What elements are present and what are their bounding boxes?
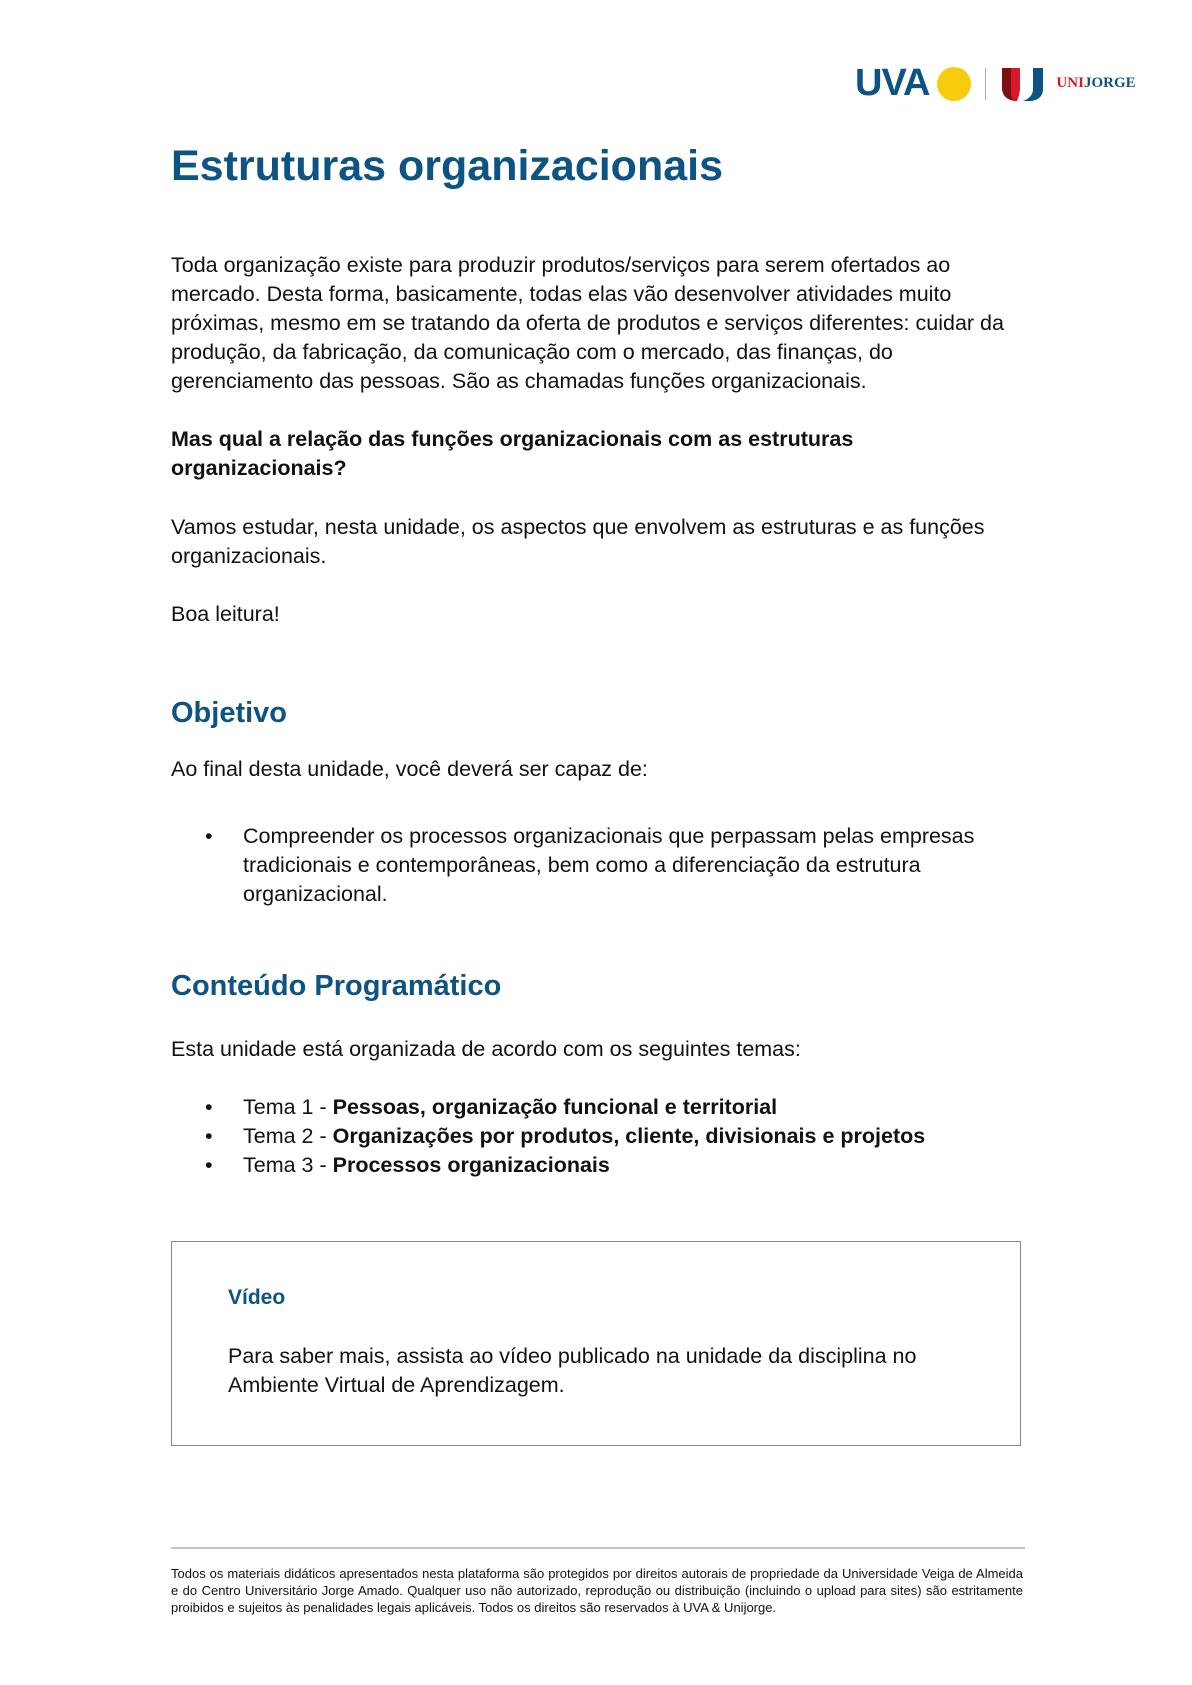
bullet-icon: •: [205, 824, 213, 848]
content-heading: Conteúdo Programático: [171, 970, 502, 1002]
logo-jorge: JORGE: [1083, 75, 1136, 91]
content-lead: Esta unidade está organizada de acordo com os seguintes temas:: [171, 1037, 801, 1061]
video-text: Para saber mais, assista ao vídeo publicado na unidade da disciplina no Ambiente Virtual de Aprendizagem.: [228, 1344, 917, 1397]
uva-logo-text: UVA: [855, 62, 930, 104]
page-title: Estruturas organizacionais: [171, 142, 723, 190]
theme-prefix: Tema 3 -: [243, 1153, 333, 1177]
bullet-icon: •: [205, 1153, 213, 1177]
bullet-icon: •: [205, 1124, 213, 1148]
intro-greeting: Boa leitura!: [171, 602, 280, 626]
objective-lead: Ao final desta unidade, você deverá ser capaz de:: [171, 757, 648, 781]
unijorge-logo-text: [1056, 75, 1135, 92]
theme-item: [171, 1093, 1021, 1122]
intro-study: Vamos estudar, nesta unidade, os aspectos que envolvem as estruturas e as funções organizacionais.: [171, 515, 985, 568]
objective-list: [171, 822, 1001, 909]
theme-prefix: Tema 1 -: [243, 1095, 333, 1119]
video-heading: Vídeo: [228, 1286, 286, 1309]
theme-title: Processos organizacionais: [332, 1153, 610, 1177]
objective-item: [171, 822, 1001, 909]
footer-copyright: Todos os materiais didáticos apresentados nesta plataforma são protegidos por direitos autorais de propriedade da Universidade Veiga de Almeida e do Centro Universitário Jorge Amado. Qualquer uso não autorizado, reprodução ou distribuição (incluindo o upload para sites) são estritamente proibidos e sujeitos às penalidades legais aplicáveis. Todos os direitos são reservados à UVA & Unijorge.: [171, 1566, 1023, 1615]
theme-item: [171, 1151, 1021, 1180]
intro-paragraph: Toda organização existe para produzir produtos/serviços para serem ofertados ao mercado. Desta forma, basicamente, todas elas vão desenvolver atividades muito próximas, mesmo em se tratando da oferta de produtos e serviços diferentes: cuidar da produção, da fabricação, da comunicação com o mercado, das finanças, do gerenciamento das pessoas. São as chamadas funções organizacionais.: [171, 253, 1004, 393]
intro-question: Mas qual a relação das funções organizacionais com as estruturas organizacionais?: [171, 427, 854, 480]
theme-title: Pessoas, organização funcional e territorial: [332, 1095, 778, 1119]
themes-list: [171, 1093, 1021, 1180]
footer-divider: [171, 1547, 1025, 1549]
theme-item: [171, 1122, 1021, 1151]
theme-prefix: Tema 2 -: [243, 1124, 333, 1148]
objective-item-text: Compreender os processos organizacionais que perpassam pelas empresas tradicionais e contemporâneas, bem como a diferenciação da estrutura organizacional.: [243, 824, 975, 906]
logo-uni: UNI: [1056, 75, 1084, 91]
objective-heading: Objetivo: [171, 697, 288, 729]
theme-title: Organizações por produtos, cliente, divisionais e projetos: [332, 1124, 926, 1148]
logo-divider: [985, 68, 986, 100]
uj-mark-icon: [1000, 66, 1048, 102]
logo: [855, 62, 1136, 105]
uva-sun-icon: [937, 67, 971, 101]
bullet-icon: •: [205, 1095, 213, 1119]
